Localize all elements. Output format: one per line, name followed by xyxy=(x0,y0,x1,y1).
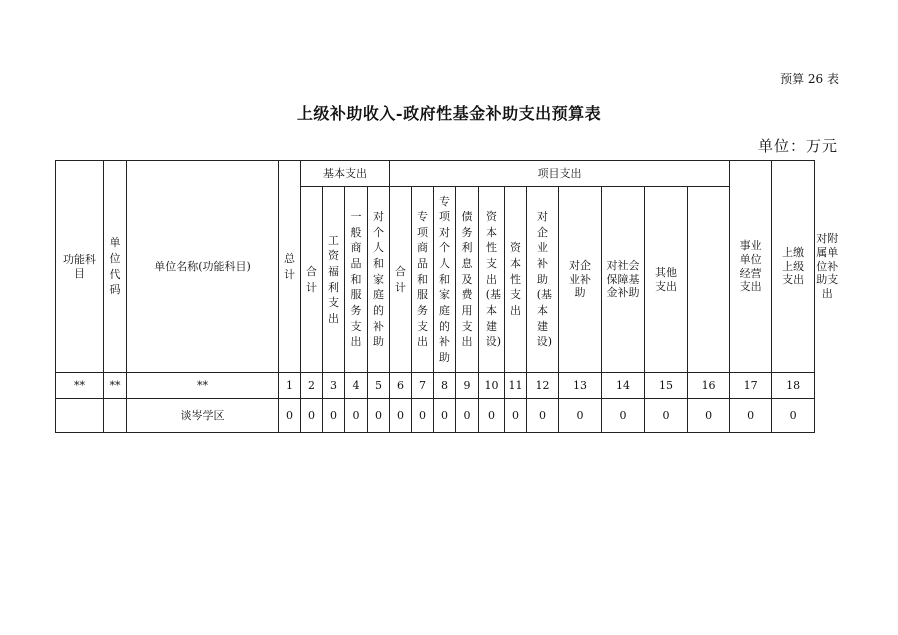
value-cell: 0 xyxy=(730,399,772,433)
index-cell: 8 xyxy=(434,373,456,399)
header-project-enterprise-basic: 对企业补助(基本建设) xyxy=(527,187,559,373)
index-cell: 9 xyxy=(456,373,479,399)
index-cell: 10 xyxy=(479,373,505,399)
value-cell: 0 xyxy=(479,399,505,433)
header-unit-name: 单位名称(功能科目) xyxy=(127,161,279,373)
budget-table xyxy=(55,160,839,433)
index-cell: 2 xyxy=(301,373,323,399)
header-project-expenditure: 项目支出 xyxy=(390,161,730,187)
index-cell: 3 xyxy=(323,373,345,399)
index-cell: 12 xyxy=(527,373,559,399)
value-cell: 0 xyxy=(505,399,527,433)
value-cell: 0 xyxy=(279,399,301,433)
value-cell: 0 xyxy=(688,399,730,433)
value-cell: 0 xyxy=(772,399,815,433)
value-cell: 0 xyxy=(559,399,602,433)
index-cell: 14 xyxy=(602,373,645,399)
index-cell: 11 xyxy=(505,373,527,399)
index-cell: 18 xyxy=(772,373,815,399)
index-cell: 1 xyxy=(279,373,301,399)
page-title: 上级补助收入-政府性基金补助支出预算表 xyxy=(296,104,602,123)
header-project-subtotal: 合计 xyxy=(390,187,412,373)
value-cell: 0 xyxy=(390,399,412,433)
index-cell: ** xyxy=(56,373,104,399)
header-basic-wages: 工资福利支出 xyxy=(323,187,345,373)
header-basic-goods: 一般商品和服务支出 xyxy=(345,187,368,373)
index-cell: 5 xyxy=(368,373,390,399)
index-cell: 13 xyxy=(559,373,602,399)
index-cell: 7 xyxy=(412,373,434,399)
header-project-capital-basic: 资本性支出(基本建设) xyxy=(479,187,505,373)
index-cell: 15 xyxy=(645,373,688,399)
value-cell: 0 xyxy=(645,399,688,433)
index-cell: 6 xyxy=(390,373,412,399)
index-cell: 16 xyxy=(688,373,730,399)
value-cell: 0 xyxy=(323,399,345,433)
index-cell: 4 xyxy=(345,373,368,399)
header-project-capital: 资本性支出 xyxy=(505,187,527,373)
header-project-enterprise: 对企业补助 xyxy=(559,187,602,373)
value-cell: 0 xyxy=(301,399,323,433)
index-row xyxy=(56,373,815,399)
value-cell: 0 xyxy=(345,399,368,433)
header-project-personal: 专项对个人和家庭的补助 xyxy=(434,187,456,373)
value-cell: 0 xyxy=(434,399,456,433)
header-project-debt: 债务利息及费用支出 xyxy=(456,187,479,373)
value-cell: 0 xyxy=(412,399,434,433)
header-project-other: 其他支出 xyxy=(645,187,688,373)
header-basic-expenditure: 基本支出 xyxy=(301,161,390,187)
header-project-social: 对社会保障基金补助 xyxy=(602,187,645,373)
function-code-cell xyxy=(56,399,104,433)
header-business-expenditure: 事业单位经营支出 xyxy=(730,161,772,373)
header-function-code: 功能科目 xyxy=(56,161,104,373)
value-cell: 0 xyxy=(602,399,645,433)
value-cell: 0 xyxy=(456,399,479,433)
header-row-1: 功能科目 单位代码 单位名称(功能科目) 总计 基本支出 项目支出 事业单位经营支出 上缴上级支出 对附属单位补助支出 xyxy=(56,161,815,187)
header-basic-personal: 对个人和家庭的补助 xyxy=(368,187,390,373)
value-cell: 0 xyxy=(368,399,390,433)
unit-label: 单位：万元 xyxy=(757,137,838,155)
table-row xyxy=(56,399,815,433)
header-total: 总计 xyxy=(279,161,301,373)
index-cell: 17 xyxy=(730,373,772,399)
unit-code-cell xyxy=(104,399,127,433)
form-number: 预算 26 表 xyxy=(780,72,839,86)
header-project-goods: 专项商品和服务支出 xyxy=(412,187,434,373)
unit-name-cell: 谈岑学区 xyxy=(127,399,279,433)
value-cell: 0 xyxy=(527,399,559,433)
header-unit-code: 单位代码 xyxy=(104,161,127,373)
header-turnover-expenditure: 上缴上级支出 xyxy=(772,161,815,373)
index-cell: ** xyxy=(104,373,127,399)
index-cell: ** xyxy=(127,373,279,399)
header-basic-subtotal: 合计 xyxy=(301,187,323,373)
